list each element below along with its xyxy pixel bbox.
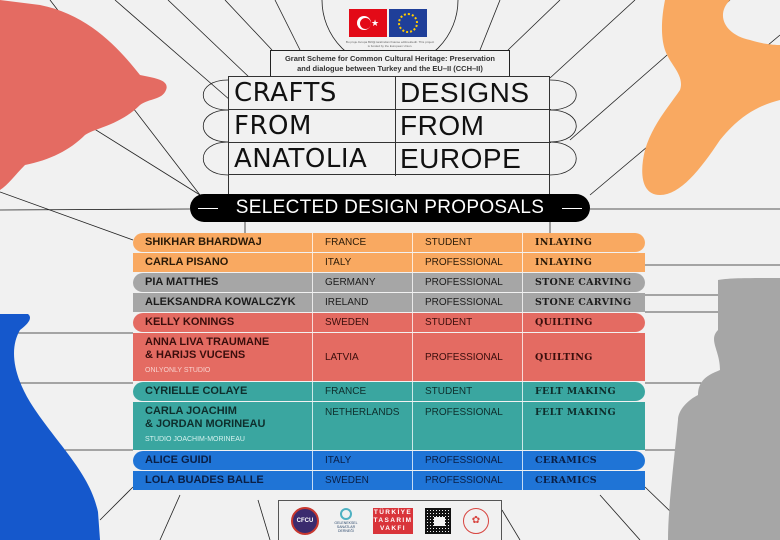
turkey-flag-icon: ★ [349, 9, 387, 37]
table-row [133, 451, 645, 471]
country: IRELAND [313, 293, 413, 312]
status: PROFESSIONAL [413, 333, 523, 381]
title-left-line-1: CRAFTS [229, 77, 396, 110]
craft: STONE CARVING [535, 277, 632, 288]
designer-name: SHIKHAR BHARDWAJ [133, 233, 313, 252]
status: PROFESSIONAL [413, 451, 523, 470]
studio-name: ONLYONLY STUDIO [145, 367, 211, 374]
designer-name: LOLA BUADES BALLE [133, 471, 313, 490]
craft: INLAYING [535, 257, 593, 268]
country: ITALY [313, 253, 413, 272]
designer-name: CYRIELLE COLAYE [133, 382, 313, 401]
grant-scheme-caption [270, 50, 510, 76]
status: PROFESSIONAL [413, 402, 523, 450]
country: SWEDEN [313, 313, 413, 332]
red-vessel-shape [0, 0, 170, 190]
partner-logos [278, 500, 502, 540]
craft: QUILTING [535, 351, 593, 363]
ministry-culture-logo-icon: ✿ [463, 508, 489, 534]
designer-name: CARLA PISANO [133, 253, 313, 272]
designer-name: ANNA LIVA TRAUMANE & HARIJS VUCENS ONLYONLY STUDIO [133, 333, 313, 381]
craft: CERAMICS [535, 475, 597, 486]
title-right-line-2: FROM [396, 110, 551, 143]
status: PROFESSIONAL [413, 471, 523, 490]
blue-vessel-shape [0, 312, 105, 540]
table-row [133, 333, 645, 382]
geleneksel-sanatlar-logo-icon: GELENEKSEL SANATLAR DERNEĞİ [331, 506, 361, 536]
craft: QUILTING [535, 317, 593, 328]
country: GERMANY [313, 273, 413, 292]
funding-note: Bu proje Avrupa Birliği tarafından finanse edilmektedir. This project is funded by the European Union. [345, 40, 435, 48]
table-row [133, 402, 645, 451]
orange-vessel-shape [640, 0, 780, 200]
table-row [133, 471, 645, 491]
eu-flag-icon [389, 9, 427, 37]
page-title [228, 76, 550, 175]
grant-line-1: Grant Scheme for Common Cultural Heritage: Preservation [284, 54, 496, 63]
status: PROFESSIONAL [413, 273, 523, 292]
craft: FELT MAKING [535, 407, 616, 418]
title-frame-spacer [228, 175, 550, 195]
status: STUDENT [413, 382, 523, 401]
title-right-line-1: DESIGNS [396, 77, 551, 110]
cfcu-logo-icon: CFCU [291, 507, 319, 535]
table-row [133, 313, 645, 333]
craft: STONE CARVING [535, 297, 632, 308]
grant-line-2: and dialogue between Turkey and the EU–II (CCH–II) [297, 64, 483, 73]
status: STUDENT [413, 313, 523, 332]
country: FRANCE [313, 382, 413, 401]
craft: FELT MAKING [535, 386, 616, 397]
designer-name: KELLY KONINGS [133, 313, 313, 332]
table-row [133, 273, 645, 293]
status: STUDENT [413, 233, 523, 252]
partner-flags [349, 9, 429, 39]
section-banner: SELECTED DESIGN PROPOSALS [190, 194, 590, 222]
status: PROFESSIONAL [413, 293, 523, 312]
designer-name: PIA MATTHES [133, 273, 313, 292]
country: NETHERLANDS [313, 402, 413, 450]
proposals-table [133, 233, 645, 491]
craft: CERAMICS [535, 455, 597, 466]
country: ITALY [313, 451, 413, 470]
craft: INLAYING [535, 237, 593, 248]
country: SWEDEN [313, 471, 413, 490]
designer-name: ALEKSANDRA KOWALCZYK [133, 293, 313, 312]
table-row [133, 293, 645, 313]
title-left-line-2: FROM [229, 110, 396, 143]
title-left-line-3: ANATOLIA [229, 143, 396, 176]
designer-name: ALICE GUIDI [133, 451, 313, 470]
studio-name: STUDIO JOACHIM-MORINEAU [145, 436, 245, 443]
table-row [133, 233, 645, 253]
grid-b-logo-icon [425, 508, 451, 534]
title-right-line-3: EUROPE [400, 143, 522, 174]
designer-name: CARLA JOACHIM & JORDAN MORINEAU STUDIO JOACHIM-MORINEAU [133, 402, 313, 450]
grey-vessel-shape [668, 270, 780, 540]
status: PROFESSIONAL [413, 253, 523, 272]
table-row [133, 382, 645, 402]
turkiye-tasarim-vakfi-logo-icon: TÜRKİYE TASARIM VAKFI [373, 508, 413, 532]
country: LATVIA [313, 333, 413, 381]
table-row [133, 253, 645, 273]
country: FRANCE [313, 233, 413, 252]
